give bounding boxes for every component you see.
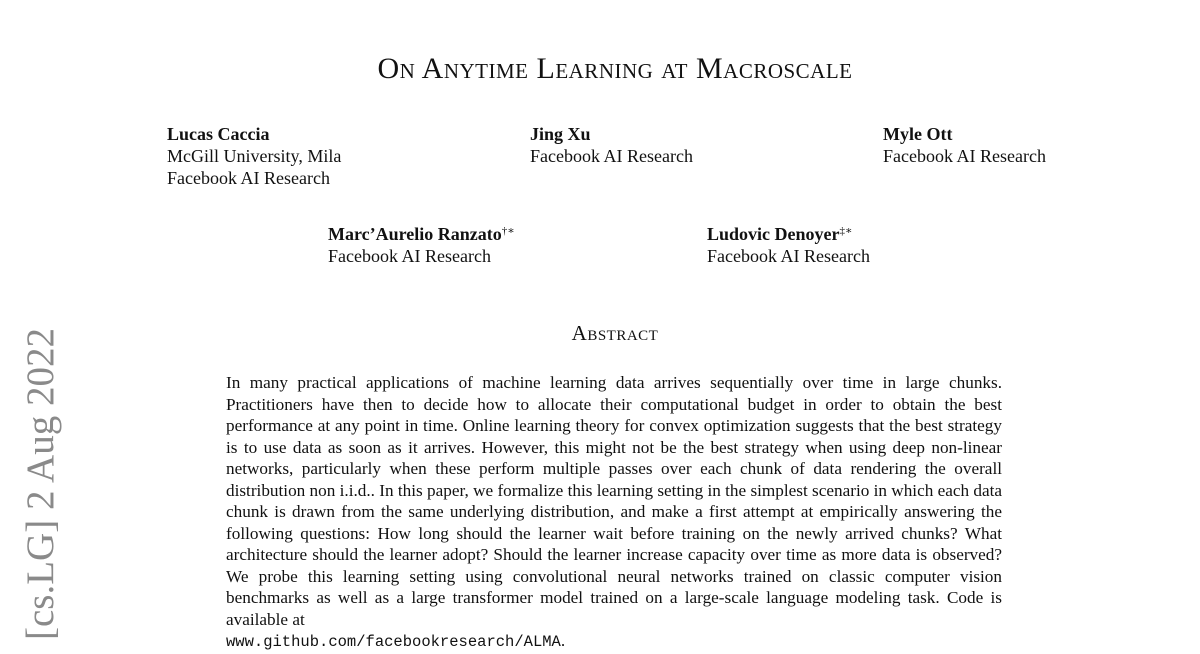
author-name: Ludovic Denoyer <box>707 224 840 244</box>
author-affiliation: Facebook AI Research <box>883 146 1046 166</box>
author-block <box>707 220 870 267</box>
author-block <box>883 123 1046 167</box>
author-name: Lucas Caccia <box>167 124 270 144</box>
author-affiliation: McGill University, Mila <box>167 146 342 166</box>
author-name: Marc’Aurelio Ranzato <box>328 224 502 244</box>
abstract-heading: Abstract <box>571 321 659 345</box>
author-block <box>530 123 693 167</box>
author-affiliation: Facebook AI Research <box>530 146 693 166</box>
author-block <box>328 220 515 267</box>
author-affiliation: Facebook AI Research <box>328 246 491 266</box>
author-footnote-mark: †∗ <box>501 225 515 237</box>
arxiv-side-stamp: [cs.LG] 2 Aug 2022 <box>19 328 62 640</box>
author-name-line <box>707 220 870 245</box>
author-name: Myle Ott <box>883 124 953 144</box>
author-footnote-mark: ‡∗ <box>839 225 853 237</box>
author-affiliation: Facebook AI Research <box>707 246 870 266</box>
paper-title: On Anytime Learning at Macroscale <box>377 52 853 85</box>
abstract-text: In many practical applications of machine learning data arrives sequentially over time in large chunks. Practitioners have then to decide how to allocate their computational budget in order to obtain the best performance at any point in time. Online learning theory for convex optimization suggests that the best strategy is to use data as soon as it arrives. However, this might not be the best strategy when using deep non-linear networks, particularly when these perform multiple passes over each chunk of data rendering the overall distribution non i.i.d.. In this paper, we formalize this learning setting in the simplest scenario in which each data chunk is drawn from the same underlying distribution, and make a first attempt at empirically answering the following questions: How long should the learner wait before training on the newly arrived chunks? What architecture should the learner adopt? Should the learner increase capacity over time as more data is observed? We probe this learning setting using convolutional neural networks trained on classic computer vision benchmarks as well as a large transformer model trained on a large-scale language modeling task. Code is available at <box>226 373 1002 629</box>
author-name-line <box>328 220 515 245</box>
author-name: Jing Xu <box>530 124 591 144</box>
author-block <box>167 123 341 189</box>
code-url-period: . <box>560 631 566 650</box>
code-url-link[interactable]: www.github.com/facebookresearch/ALMA <box>226 633 561 651</box>
abstract-body <box>226 372 1002 654</box>
author-affiliation: Facebook AI Research <box>167 168 330 188</box>
